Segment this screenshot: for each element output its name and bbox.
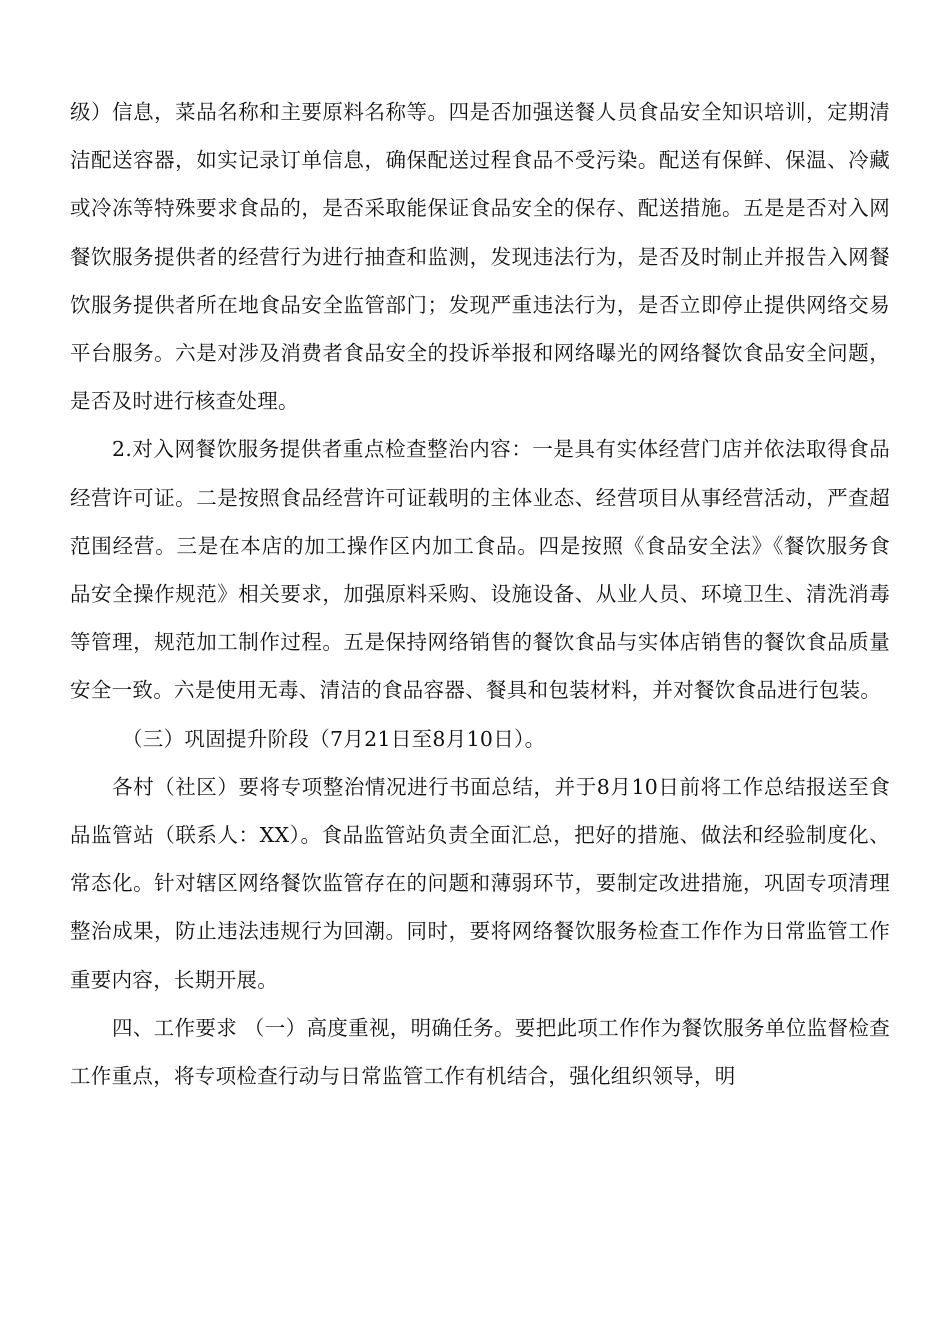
- document-body: [70, 88, 890, 1100]
- paragraph-work-requirements: 四、工作要求 （一）高度重视，明确任务。要把此项工作作为餐饮服务单位监督检查工作重点，将专项检查行动与日常监管工作有机结合，强化组织领导，明: [70, 1015, 890, 1089]
- paragraph-provider-inspection: 2.对入网餐饮服务提供者重点检查整治内容：一是具有实体经营门店并依法取得食品经营许可证。二是按照食品经营许可证载明的主体业态、经营项目从事经营活动，严查超范围经营。三是在本店的加工操作区内加工食品。四是按照《食品安全法》《餐饮服务食品安全操作规范》相关要求，加强原料采购、设施设备、从业人员、环境卫生、清洗消毒等管理，规范加工制作过程。五是保持网络销售的餐饮食品与实体店销售的餐饮食品质量安全一致。六是使用无毒、清洁的食品容器、餐具和包装材料，并对餐饮食品进行包装。: [70, 437, 890, 703]
- paragraph-consolidation-heading: （三）巩固提升阶段（7月21日至8月10日）。: [122, 726, 546, 751]
- paragraph-platform-inspection: 级）信息，菜品名称和主要原料名称等。四是否加强送餐人员食品安全知识培训，定期清洁配送容器，如实记录订单信息，确保配送过程食品不受污染。配送有保鲜、保温、冷藏或冷冻等特殊要求食品的，是否采取能保证食品安全的保存、配送措施。五是是否对入网餐饮服务提供者的经营行为进行抽查和监测，发现违法行为，是否及时制止并报告入网餐饮服务提供者所在地食品安全监管部门；发现严重违法行为，是否立即停止提供网络交易平台服务。六是对涉及消费者食品安全的投诉举报和网络曝光的网络餐饮食品安全问题，是否及时进行核查处理。: [70, 100, 890, 414]
- paragraph-consolidation-body: 各村（社区）要将专项整治情况进行书面总结，并于8月10日前将工作总结报送至食品监管站（联系人：XX）。食品监管站负责全面汇总，把好的措施、做法和经验制度化、常态化。针对辖区网络餐饮监管存在的问题和薄弱环节，要制定改进措施，巩固专项清理整治成果，防止违法违规行为回潮。同时，要将网络餐饮服务检查工作作为日常监管工作重要内容，长期开展。: [70, 774, 890, 992]
